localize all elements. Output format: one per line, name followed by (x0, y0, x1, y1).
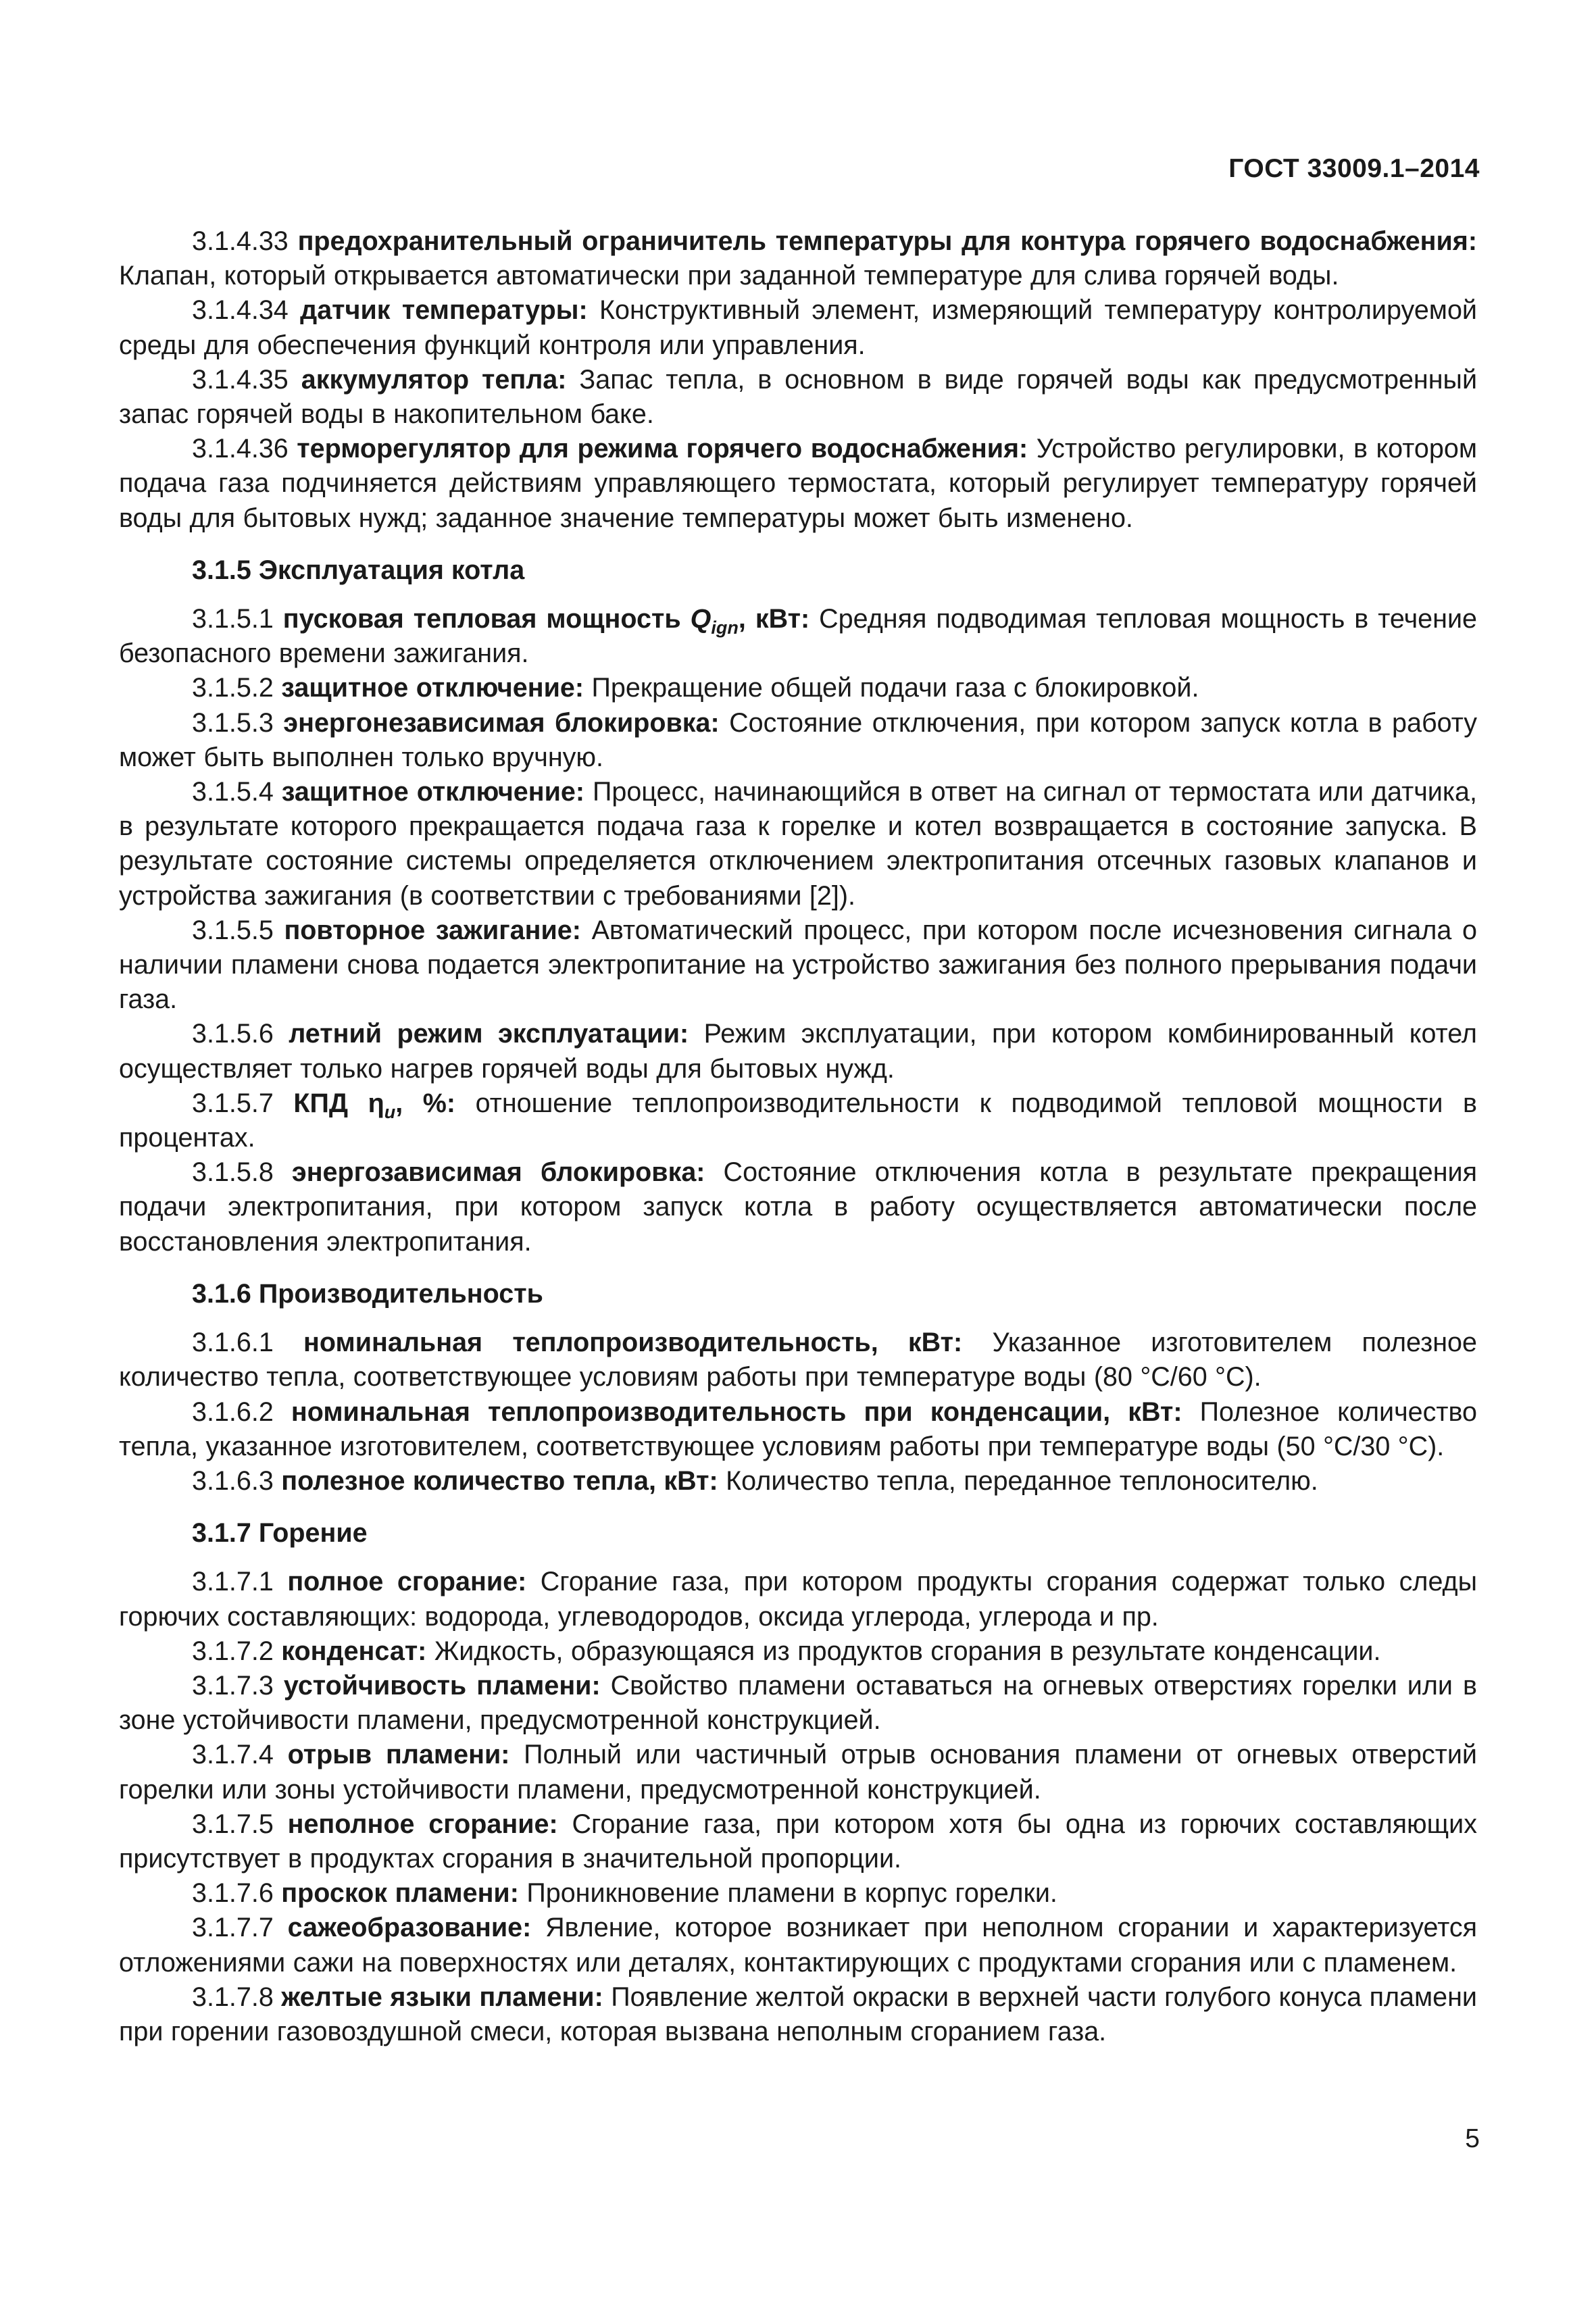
entry-number: 3.1.7.6 (192, 1878, 274, 1909)
entry-number: 3.1.6.3 (192, 1465, 274, 1496)
entry-definition: Автоматический процесс, при котором после исчезновения сигнала о наличии пламени снова подается электропитание на устройство зажигания без полного прерывания подачи газа. (119, 915, 1477, 1015)
entry-term: полное сгорание: (287, 1567, 527, 1597)
definition-entry-3-1-5-2 (119, 671, 1477, 705)
symbol-subscript-u: u (384, 1101, 396, 1122)
definition-entry-3-1-5-8 (119, 1155, 1477, 1259)
entry-definition: Указанное изготовителем полезное количество тепла, соответствующее условиям работы при температуре воды (80 °С/60 °С). (119, 1328, 1477, 1392)
entry-term: сажеобразование: (287, 1913, 532, 1943)
definition-entry-3-1-5-7 (119, 1086, 1477, 1155)
entry-number: 3.1.4.35 (192, 364, 289, 395)
entry-number: 3.1.5.1 (192, 604, 274, 634)
entry-term: номинальная теплопроизводительность, кВт: (303, 1328, 963, 1358)
entry-term: устойчивость пламени: (283, 1670, 601, 1701)
entry-term: защитное отключение: (281, 673, 584, 703)
document-body (119, 224, 1477, 2049)
entry-unit: , кВт: (738, 604, 810, 634)
entry-term: терморегулятор для режима горячего водоснабжения: (297, 434, 1028, 464)
entry-term: отрыв пламени: (287, 1740, 510, 1770)
entry-group-3-1-7 (119, 1565, 1477, 2049)
definition-entry-3-1-7-8 (119, 1980, 1477, 2049)
entry-unit: , %: (395, 1088, 456, 1118)
entry-number: 3.1.7.7 (192, 1913, 274, 1943)
definition-entry-3-1-5-4 (119, 775, 1477, 913)
entry-term: повторное зажигание: (284, 915, 581, 945)
entry-definition: Полный или частичный отрыв основания пламени от огневых отверстий горелки или зоны устойчивости пламени, предусмотренной конструкцией. (119, 1740, 1477, 1805)
entry-number: 3.1.6.2 (192, 1397, 274, 1427)
entry-term: пусковая тепловая мощность (282, 604, 681, 634)
entry-term: номинальная теплопроизводительность при конденсации, кВт: (291, 1397, 1182, 1427)
definition-entry-3-1-7-6 (119, 1876, 1477, 1911)
entry-term: полезное количество тепла, кВт: (281, 1465, 718, 1496)
entry-number: 3.1.4.34 (192, 295, 289, 326)
entry-term: летний режим эксплуатации: (289, 1019, 689, 1049)
entry-definition: Состояние отключения, при котором запуск котла в работу может быть выполнен только вручную. (119, 707, 1477, 772)
definition-entry-3-1-7-7 (119, 1911, 1477, 1980)
entry-term: датчик температуры: (300, 295, 588, 326)
entry-definition: Устройство регулировки, в котором подача газа подчиняется действиям управляющего термостата, который регулирует температуру горячей воды для бытовых нужд; заданное значение температуры может быть изменено. (119, 434, 1477, 533)
entry-definition: Количество тепла, переданное теплоносителю. (726, 1465, 1318, 1496)
page-number: 5 (1465, 2124, 1480, 2153)
entry-number: 3.1.5.4 (192, 777, 274, 807)
entry-term: желтые языки пламени: (281, 1982, 603, 2012)
entry-definition: Проникновение пламени в корпус горелки. (526, 1878, 1057, 1909)
entry-number: 3.1.5.7 (192, 1088, 274, 1118)
definition-entry-3-1-6-2 (119, 1395, 1477, 1464)
entry-number: 3.1.7.1 (192, 1567, 274, 1597)
entry-definition: отношение теплопроизводительности к подводимой тепловой мощности в процентах. (119, 1088, 1477, 1153)
definition-entry-3-1-5-6 (119, 1017, 1477, 1086)
entry-group-3-1-5-b (119, 1155, 1477, 1259)
entry-term: энергозависимая блокировка: (291, 1157, 705, 1188)
entry-group-3-1-4 (119, 224, 1477, 536)
definition-entry-3-1-4-35 (119, 363, 1477, 432)
entry-definition: Свойство пламени оставаться на огневых отверстиях горелки или в зоне устойчивости пламени, предусмотренной конструкцией. (119, 1670, 1477, 1736)
entry-number: 3.1.5.5 (192, 915, 274, 945)
definition-entry-3-1-4-33 (119, 224, 1477, 293)
entry-group-3-1-5-a (119, 671, 1477, 1086)
entry-term: конденсат: (281, 1636, 427, 1666)
entry-term: КПД η (293, 1088, 384, 1118)
definition-entry-3-1-7-1 (119, 1565, 1477, 1634)
definition-entry-3-1-7-2 (119, 1634, 1477, 1669)
entry-term: защитное отключение: (281, 777, 584, 807)
entry-definition: Режим эксплуатации, при котором комбинированный котел осуществляет только нагрев горячей воды для бытовых нужд. (119, 1019, 1477, 1084)
entry-number: 3.1.6.1 (192, 1328, 274, 1358)
document-code-header: ГОСТ 33009.1–2014 (1228, 154, 1480, 183)
entry-definition: Средняя подводимая тепловая мощность в течение безопасного времени зажигания. (119, 604, 1477, 669)
entry-definition: Запас тепла, в основном в виде горячей воды как предусмотренный запас горячей воды в накопительном баке. (119, 364, 1478, 430)
entry-definition: Клапан, который открывается автоматически при заданной температуре для слива горячей воды. (119, 261, 1339, 291)
entry-term: проскок пламени: (281, 1878, 519, 1909)
entry-definition: Сгорание газа, при котором хотя бы одна из горючих составляющих присутствует в продуктах сгорания в значительной пропорции. (119, 1809, 1477, 1873)
entry-number: 3.1.5.2 (192, 673, 274, 703)
definition-entry-3-1-4-34 (119, 293, 1477, 362)
definition-entry-3-1-7-5 (119, 1807, 1477, 1876)
entry-number: 3.1.7.2 (192, 1636, 274, 1666)
entry-definition: Полезное количество тепла, указанное изготовителем, соответствующее условиям работы при температуре воды (50 °С/30 °С). (119, 1397, 1478, 1461)
entry-term: аккумулятор тепла: (301, 364, 567, 395)
entry-number: 3.1.7.5 (192, 1809, 274, 1839)
entry-definition: Прекращение общей подачи газа с блокировкой. (591, 673, 1199, 703)
definition-entry-3-1-5-1 (119, 602, 1477, 671)
definition-entry-3-1-5-3 (119, 706, 1477, 775)
section-heading-3-1-5: 3.1.5 Эксплуатация котла (192, 555, 525, 585)
entry-term: неполное сгорание: (287, 1809, 558, 1839)
definition-entry-3-1-4-36 (119, 432, 1477, 536)
definition-entry-3-1-7-4 (119, 1738, 1477, 1807)
definition-entry-3-1-5-5 (119, 913, 1477, 1017)
symbol-subscript-ign: ign (711, 618, 739, 638)
entry-number: 3.1.4.36 (192, 434, 289, 464)
definition-entry-3-1-6-3 (119, 1464, 1477, 1499)
entry-definition: Процесс, начинающийся в ответ на сигнал от термостата или датчика, в результате которого прекращается подача газа к горелке и котел возвращается в состояние запуска. В результате состояние системы определяется отключением электропитания отсечных газовых клапанов и устройства зажигания (в соответствии с требованиями [2]). (119, 777, 1477, 911)
definition-entry-3-1-6-1 (119, 1326, 1477, 1394)
entry-number: 3.1.7.3 (192, 1670, 274, 1701)
entry-definition: Сгорание газа, при котором продукты сгорания содержат только следы горючих составляющих: водорода, углеводородов, оксида углерода, углерода и пр. (119, 1567, 1477, 1632)
entry-definition: Жидкость, образующаяся из продуктов сгорания в результате конденсации. (434, 1636, 1381, 1666)
entry-definition: Конструктивный элемент, измеряющий температуру контролируемой среды для обеспечения функций контроля или управления. (119, 295, 1477, 360)
definition-entry-3-1-7-3 (119, 1669, 1477, 1738)
section-heading-3-1-7: 3.1.7 Горение (192, 1518, 368, 1549)
entry-number: 3.1.5.8 (192, 1157, 274, 1188)
entry-number: 3.1.5.6 (192, 1019, 274, 1049)
entry-number: 3.1.5.3 (192, 707, 274, 738)
entry-definition: Явление, которое возникает при неполном сгорании и характеризуется отложениями сажи на поверхностях или деталях, контактирующих с продуктами сгорания или с пламенем. (119, 1913, 1477, 1978)
symbol-q: Q (690, 604, 712, 634)
entry-group-3-1-6 (119, 1326, 1477, 1499)
entry-definition: Появление желтой окраски в верхней части голубого конуса пламени при горении газовоздушной смеси, которая вызвана неполным сгоранием газа. (119, 1982, 1477, 2046)
entry-number: 3.1.7.8 (192, 1982, 274, 2012)
entry-number: 3.1.4.33 (192, 226, 289, 256)
entry-number: 3.1.7.4 (192, 1740, 274, 1770)
entry-term: предохранительный ограничитель температуры для контура горячего водоснабжения: (297, 226, 1477, 256)
entry-definition: Состояние отключения котла в результате прекращения подачи электропитания, при котором запуск котла в работу осуществляется автоматически после восстановления электропитания. (119, 1157, 1477, 1257)
section-heading-3-1-6: 3.1.6 Производительность (192, 1278, 543, 1309)
entry-term: энергонезависимая блокировка: (283, 707, 720, 738)
